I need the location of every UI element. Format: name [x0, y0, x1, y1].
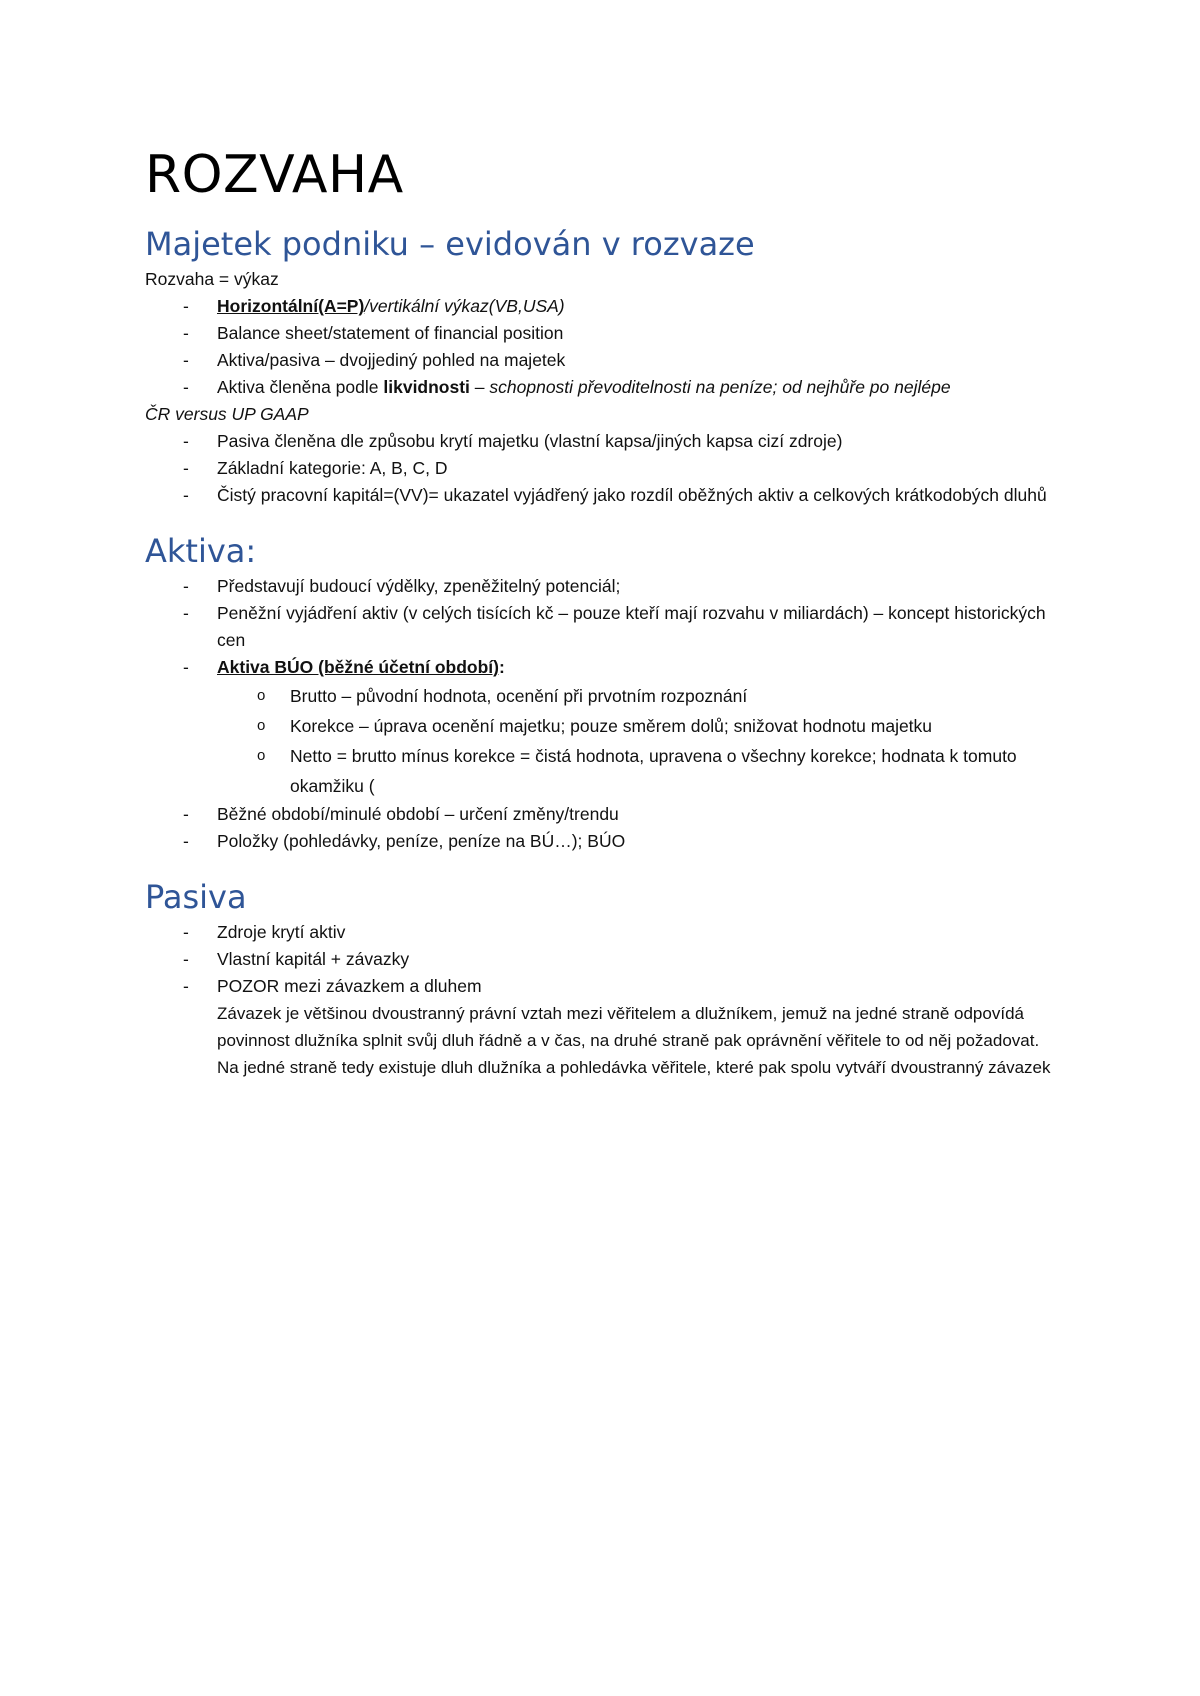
dash-marker: -: [183, 458, 189, 478]
dash-marker: -: [183, 922, 189, 942]
section-heading-majetek: Majetek podniku – evidován v rozvaze: [145, 225, 755, 263]
list-item: [145, 973, 1065, 1081]
circle-marker: o: [257, 747, 266, 764]
dash-marker: -: [183, 949, 189, 969]
list-item-text: Čistý pracovní kapitál=(VV)= ukazatel vyjádřený jako rozdíl oběžných aktiv a celkových krátkodobých dluhů: [217, 485, 1047, 505]
list-item-text: Balance sheet/statement of financial position: [217, 323, 564, 343]
dash-marker: -: [183, 323, 189, 343]
gaap-note: ČR versus UP GAAP: [145, 404, 309, 424]
dash-marker: -: [183, 831, 189, 851]
sub-list-item: [145, 711, 1065, 741]
list-item-text: Aktiva členěna podle: [217, 377, 384, 397]
dash-marker: -: [183, 804, 189, 824]
list-item: [145, 801, 1065, 828]
liquidity-definition: schopnosti převoditelnosti na peníze; od nejhůře po nejlépe: [489, 377, 951, 397]
dash-marker: -: [183, 377, 189, 397]
dash-marker: -: [183, 350, 189, 370]
list-item: [145, 455, 1065, 482]
list-item: [145, 293, 1065, 320]
aktiva-buo-sublist: [217, 681, 1065, 801]
majetek-list: [145, 293, 1065, 401]
list-item: [145, 320, 1065, 347]
list-item: [145, 428, 1065, 455]
majetek-list-continued: [145, 428, 1065, 509]
list-item: [145, 600, 1065, 654]
list-item-text: POZOR mezi závazkem a dluhem: [217, 976, 482, 996]
sub-list-item: [145, 681, 1065, 711]
aktiva-buo-term: Aktiva BÚO (běžné účetní období): [217, 657, 499, 677]
intro-line: Rozvaha = výkaz: [145, 269, 279, 289]
list-item-text: Aktiva/pasiva – dvojjediný pohled na majetek: [217, 350, 566, 370]
list-item: [145, 946, 1065, 973]
dash-marker: -: [183, 431, 189, 451]
list-item-text: –: [469, 377, 490, 397]
circle-marker: o: [257, 717, 266, 734]
section-heading-pasiva: Pasiva: [145, 878, 247, 916]
list-item: [145, 828, 1065, 855]
list-item-text: Zdroje krytí aktiv: [217, 922, 346, 942]
list-item-text: Běžné období/minulé období – určení změny/trendu: [217, 804, 619, 824]
list-item-text: Vlastní kapitál + závazky: [217, 949, 410, 969]
circle-marker: o: [257, 687, 266, 704]
document-content: [145, 140, 1065, 1081]
list-item: [145, 573, 1065, 600]
section-heading-aktiva: Aktiva:: [145, 532, 257, 570]
list-item: [145, 654, 1065, 801]
dash-marker: -: [183, 576, 189, 596]
list-item: [145, 919, 1065, 946]
aktiva-list: [145, 573, 1065, 855]
sub-list-item: [145, 741, 1065, 801]
pasiva-list: [145, 919, 1065, 1081]
list-item-text: Základní kategorie: A, B, C, D: [217, 458, 448, 478]
dash-marker: -: [183, 976, 189, 996]
sub-list-item-text: Netto = brutto mínus korekce = čistá hodnota, upravena o všechny korekce; hodnata k tomuto okamžiku (: [290, 746, 1017, 796]
horizontal-term: Horizontální(A=P): [217, 296, 365, 316]
liquidity-term: likvidnosti: [383, 377, 470, 397]
sub-list-item-text: Korekce – úprava ocenění majetku; pouze směrem dolů; snižovat hodnotu majetku: [290, 716, 933, 736]
list-item-text: Pasiva členěna dle způsobu krytí majetku (vlastní kapsa/jiných kapsa cizí zdroje): [217, 431, 843, 451]
vertical-term: /vertikální výkaz(VB,USA): [364, 296, 565, 316]
sub-list-item-text: Brutto – původní hodnota, ocenění při prvotním rozpoznání: [290, 686, 748, 706]
list-item-text: Položky (pohledávky, peníze, peníze na BÚ…); BÚO: [217, 831, 626, 851]
dash-marker: -: [183, 485, 189, 505]
dash-marker: -: [183, 296, 189, 316]
list-item-text: :: [498, 657, 505, 677]
list-item: [145, 482, 1065, 509]
list-item-text: Peněžní vyjádření aktiv (v celých tisících kč – pouze kteří mají rozvahu v miliardách) – koncept historických cen: [217, 603, 1046, 650]
dash-marker: -: [183, 657, 189, 677]
obligation-definition: Závazek je většinou dvoustranný právní vztah mezi věřitelem a dlužníkem, jemuž na jedné straně odpovídá povinnost dlužníka splnit svůj dluh řádně a v čas, na druhé straně pak oprávnění věřitele to od něj požadovat. Na jedné straně tedy existuje dluh dlužníka a pohledávka věřitele, které pak spolu vytváří dvoustranný závazek: [217, 1004, 1051, 1077]
list-item: [145, 374, 1065, 401]
document-title: ROZVAHA: [145, 145, 404, 205]
list-item-text: Představují budoucí výdělky, zpeněžitelný potenciál;: [217, 576, 621, 596]
list-item: [145, 347, 1065, 374]
dash-marker: -: [183, 603, 189, 623]
